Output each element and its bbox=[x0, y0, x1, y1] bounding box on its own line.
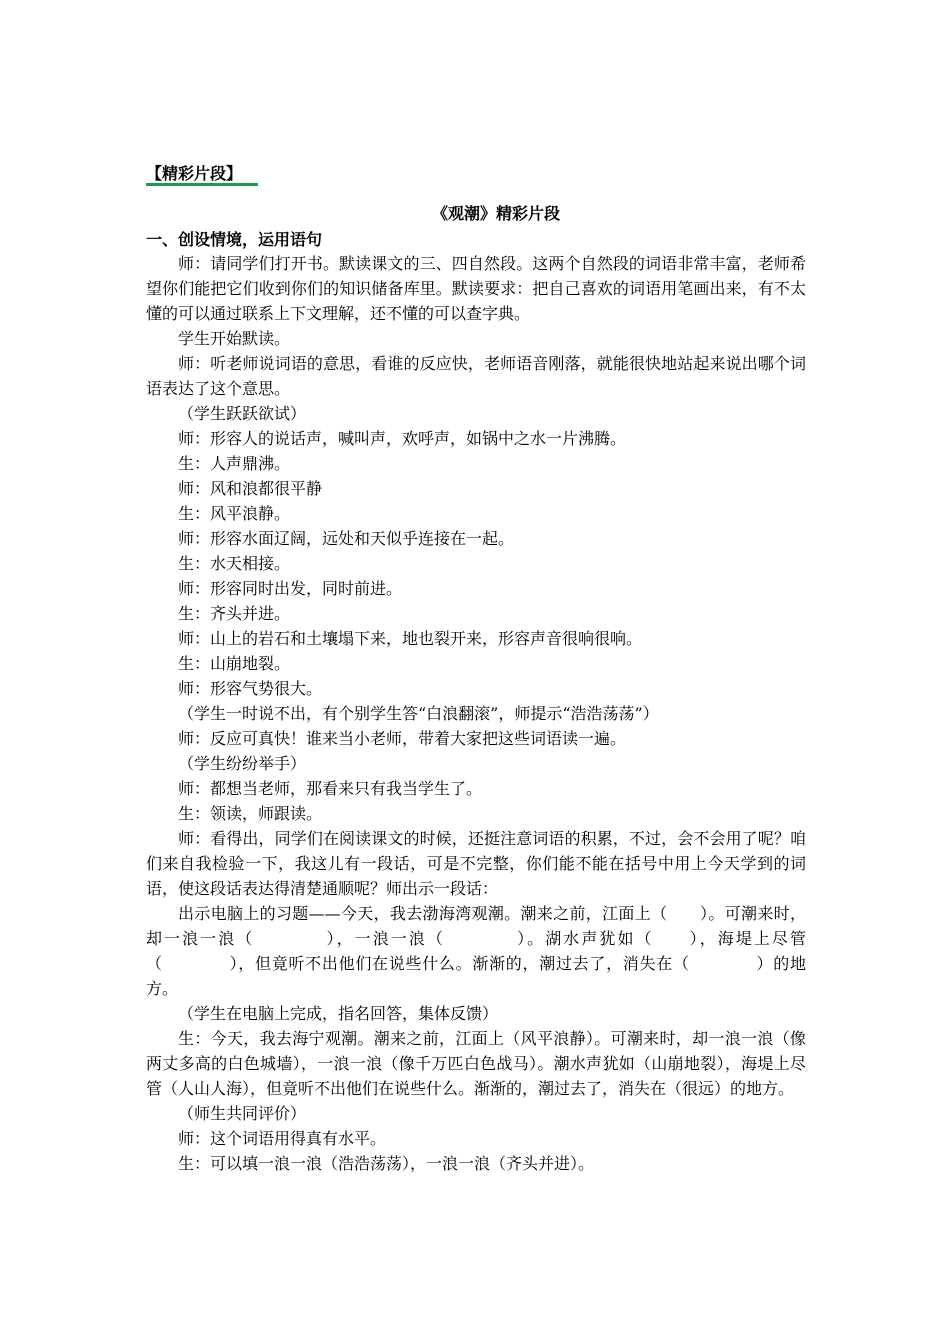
paragraph: 学生开始默读。 bbox=[178, 329, 291, 348]
paragraph: （学生一时说不出，有个别学生答“白浪翻滚”，师提示“浩浩荡荡”） bbox=[178, 704, 659, 723]
paragraph: 师：都想当老师，那看来只有我当学生了。 bbox=[178, 779, 483, 798]
paragraph: 生：水天相接。 bbox=[178, 554, 291, 573]
paragraph: 师：形容气势很大。 bbox=[178, 679, 323, 698]
section-tag: 【精彩片段】 bbox=[146, 164, 243, 183]
paragraph: （师生共同评价） bbox=[178, 1104, 307, 1123]
document-body bbox=[146, 251, 806, 1176]
paragraph: 生：人声鼎沸。 bbox=[178, 454, 291, 473]
paragraph: 生：风平浪静。 bbox=[178, 504, 291, 523]
paragraph: 师：请同学们打开书。默读课文的三、四自然段。这两个自然段的词语非常丰富，老师希望你们能把它们收到你们的知识储备库里。默读要求：把自己喜欢的词语用笔画出来，有不太懂的可以通过联系上下文理解，还不懂的可以查字典。 bbox=[146, 254, 806, 323]
paragraph: （学生在电脑上完成，指名回答，集体反馈） bbox=[178, 1004, 499, 1023]
paragraph: 师：反应可真快！谁来当小老师，带着大家把这些词语读一遍。 bbox=[178, 729, 627, 748]
paragraph: 师：山上的岩石和土壤塌下来，地也裂开来，形容声音很响很响。 bbox=[178, 629, 643, 648]
paragraph: 生：可以填一浪一浪（浩浩荡荡），一浪一浪（齐头并进）。 bbox=[178, 1154, 595, 1173]
paragraph: 生：齐头并进。 bbox=[178, 604, 291, 623]
paragraph: 师：形容水面辽阔，远处和天似乎连接在一起。 bbox=[178, 529, 515, 548]
paragraph: 出示电脑上的习题——今天，我去渤海湾观潮。潮来之前，江面上（ ）。可潮来时，却一浪一浪（ ），一浪一浪（ ）。湖水声犹如（ ），海堤上尽管（ ），但竟听不出他们在说些什么。渐渐的，潮过去了，消失在（ ）的地方。 bbox=[146, 904, 806, 998]
tag-underline bbox=[146, 183, 258, 186]
paragraph: 师：形容同时出发，同时前进。 bbox=[178, 579, 403, 598]
paragraph: 生：领读，师跟读。 bbox=[178, 804, 323, 823]
paragraph: 师：风和浪都很平静 bbox=[178, 479, 323, 498]
paragraph: 生：山崩地裂。 bbox=[178, 654, 291, 673]
document-title: 《观潮》精彩片段 bbox=[431, 204, 560, 223]
section-heading: 一、创设情境，运用语句 bbox=[146, 230, 323, 249]
paragraph: 师：听老师说词语的意思，看谁的反应快，老师语音刚落，就能很快地站起来说出哪个词语表达了这个意思。 bbox=[146, 354, 806, 398]
paragraph: 师：这个词语用得真有水平。 bbox=[178, 1129, 387, 1148]
paragraph: （学生纷纷举手） bbox=[178, 754, 307, 773]
paragraph: （学生跃跃欲试） bbox=[178, 404, 307, 423]
paragraph: 生：今天，我去海宁观潮。潮来之前，江面上（风平浪静）。可潮来时，却一浪一浪（像两丈多高的白色城墙），一浪一浪（像千万匹白色战马）。潮水声犹如（山崩地裂），海堤上尽管（人山人海），但竟听不出他们在说些什么。渐渐的，潮过去了，消失在（很远）的地方。 bbox=[146, 1029, 806, 1098]
paragraph: 师：形容人的说话声，喊叫声，欢呼声，如锅中之水一片沸腾。 bbox=[178, 429, 627, 448]
document-page bbox=[146, 0, 806, 1344]
paragraph: 师：看得出，同学们在阅读课文的时候，还挺注意词语的积累，不过，会不会用了呢？咱们来自我检验一下，我这儿有一段话，可是不完整，你们能不能在括号中用上今天学到的词语，使这段话表达得清楚通顺呢？师出示一段话： bbox=[146, 829, 806, 898]
